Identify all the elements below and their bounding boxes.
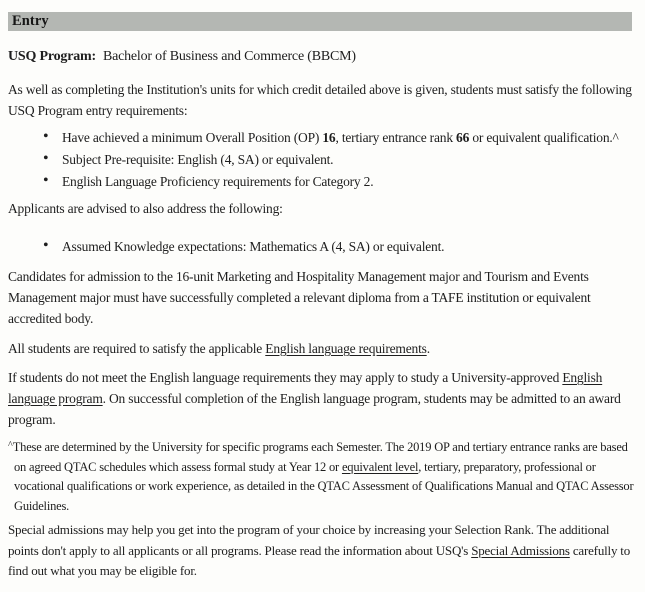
requirement-english-proficiency: • English Language Proficiency requirements for Category 2. bbox=[62, 171, 622, 192]
footnote-pre: These are determined by the University for specific programs each Semester. The 2019 OP and tertiary entrance ranks are based on agreed QTAC schedules which assess formal study at Year 12 or bbox=[12, 440, 628, 474]
english-requirement-paragraph bbox=[8, 338, 637, 359]
requirement-op-rank bbox=[62, 127, 622, 148]
requirement-op-post: or equivalent qualification.^ bbox=[469, 130, 619, 145]
english-program-pre: If students do not meet the English language requirements they may apply to study a University-approved bbox=[8, 370, 563, 385]
assumed-knowledge-item: • Assumed Knowledge expectations: Mathematics A (4, SA) or equivalent. bbox=[62, 236, 622, 257]
program-value: Bachelor of Business and Commerce (BBCM) bbox=[102, 49, 356, 64]
footnote-post: , tertiary, preparatory, professional or vocational qualifications or work experience, as detailed in the QTAC Assessment of Qualifications Manual and QTAC Assessor Guidelines. bbox=[14, 459, 634, 513]
candidates-paragraph: Candidates for admission to the 16-unit Marketing and Hospitality Management major and Tourism and Events Management major must have successfully completed a relevant diploma from a TAFE institution or equivalent accredited body. bbox=[8, 269, 591, 326]
requirement-op-mid: , tertiary entrance rank bbox=[335, 130, 457, 145]
special-admissions-post: carefully to find out what you may be eligible for. bbox=[8, 542, 631, 578]
english-language-program-link[interactable]: English language program bbox=[8, 370, 603, 406]
footnote-paragraph bbox=[8, 436, 637, 516]
equivalent-level-link[interactable]: equivalent level bbox=[341, 459, 419, 474]
special-admissions-link[interactable]: Special Admissions bbox=[471, 542, 570, 558]
entry-section-header-bar bbox=[8, 12, 632, 31]
program-line bbox=[8, 46, 637, 67]
english-language-requirements-link[interactable]: English language requirements bbox=[265, 341, 427, 356]
entry-requirements-list bbox=[8, 127, 637, 192]
english-program-post: . On successful completion of the English language program, students may be admitted to an award program. bbox=[8, 391, 621, 427]
english-requirement-pre: All students are required to satisfy the applicable bbox=[8, 341, 266, 356]
assumed-knowledge-list bbox=[8, 236, 637, 257]
english-requirement-post: . bbox=[426, 341, 430, 356]
requirement-subject-prerequisite: • Subject Pre-requisite: English (4, SA) or equivalent. bbox=[62, 149, 622, 170]
requirement-op-pre: Have achieved a minimum Overall Position (OP) bbox=[62, 130, 323, 145]
special-admissions-pre: Special admissions may help you get into the program of your choice by increasing your Selection Rank. The additional points don't apply to all applicants or all programs. Please read the information about USQ's bbox=[8, 522, 610, 558]
op-value: 16 bbox=[322, 130, 336, 145]
footnote-marker: ^ bbox=[8, 440, 13, 451]
special-admissions-paragraph bbox=[8, 520, 636, 582]
intro-paragraph: As well as completing the Institution's units for which credit detailed above is given, students must satisfy the following USQ Program entry requirements: bbox=[8, 82, 632, 118]
rank-value: 66 bbox=[456, 130, 470, 145]
section-title: Entry bbox=[12, 13, 49, 29]
program-label: USQ Program: bbox=[8, 49, 96, 64]
english-program-paragraph bbox=[8, 367, 637, 430]
advised-paragraph: Applicants are advised to also address the following: bbox=[8, 201, 283, 216]
